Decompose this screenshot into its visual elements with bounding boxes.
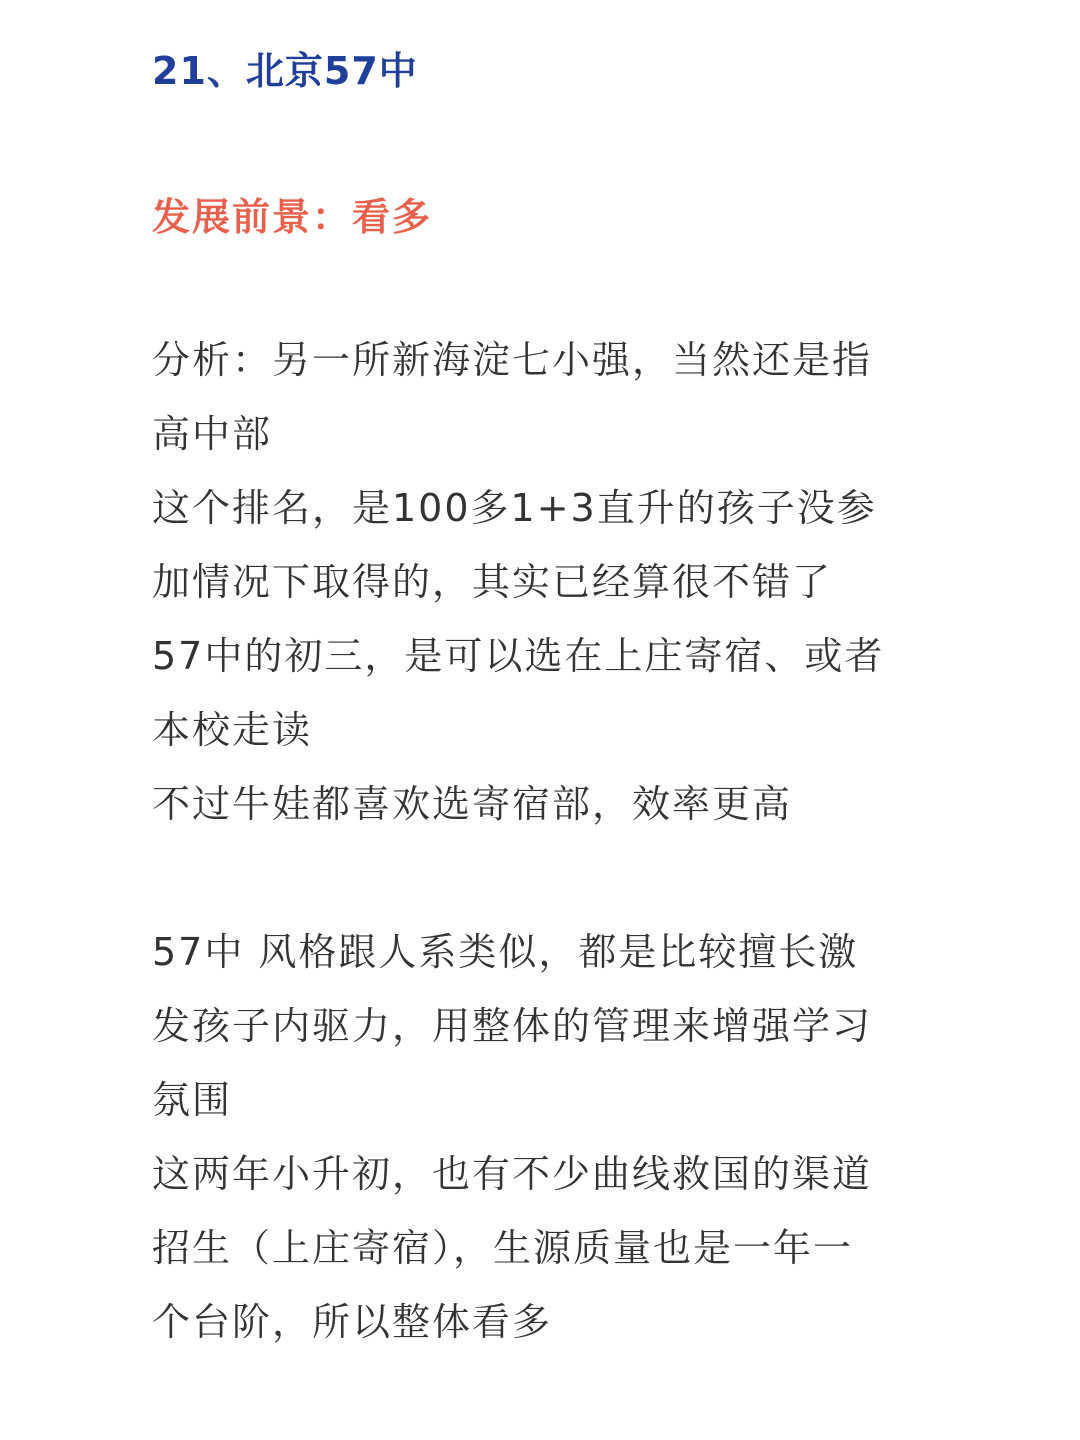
style-line: 发孩子内驱力，用整体的管理来增强学习 [152, 1004, 873, 1048]
analysis-line: 不过牛娃都喜欢选寄宿部，效率更高 [152, 782, 793, 826]
analysis-line: 这个排名，是100多1+3直升的孩子没参 [152, 486, 877, 530]
style-line: 招生（上庄寄宿），生源质量也是一年一 [152, 1226, 854, 1270]
analysis-line: 57中的初三，是可以选在上庄寄宿、或者 [152, 634, 885, 678]
analysis-line: 高中部 [152, 412, 273, 456]
style-line: 氛围 [152, 1078, 233, 1122]
prospect-heading: 发展前景：看多 [152, 195, 433, 239]
analysis-line: 分析：另一所新海淀七小强，当然还是指 [152, 338, 873, 382]
analysis-line: 加情况下取得的，其实已经算很不错了 [152, 560, 833, 604]
style-line: 个台阶，所以整体看多 [152, 1300, 553, 1344]
style-line: 这两年小升初，也有不少曲线救国的渠道 [152, 1152, 873, 1196]
school-title: 21、北京57中 [152, 49, 418, 93]
style-line: 57中 风格跟人系类似，都是比较擅长激 [152, 930, 859, 974]
analysis-line: 本校走读 [152, 708, 313, 752]
